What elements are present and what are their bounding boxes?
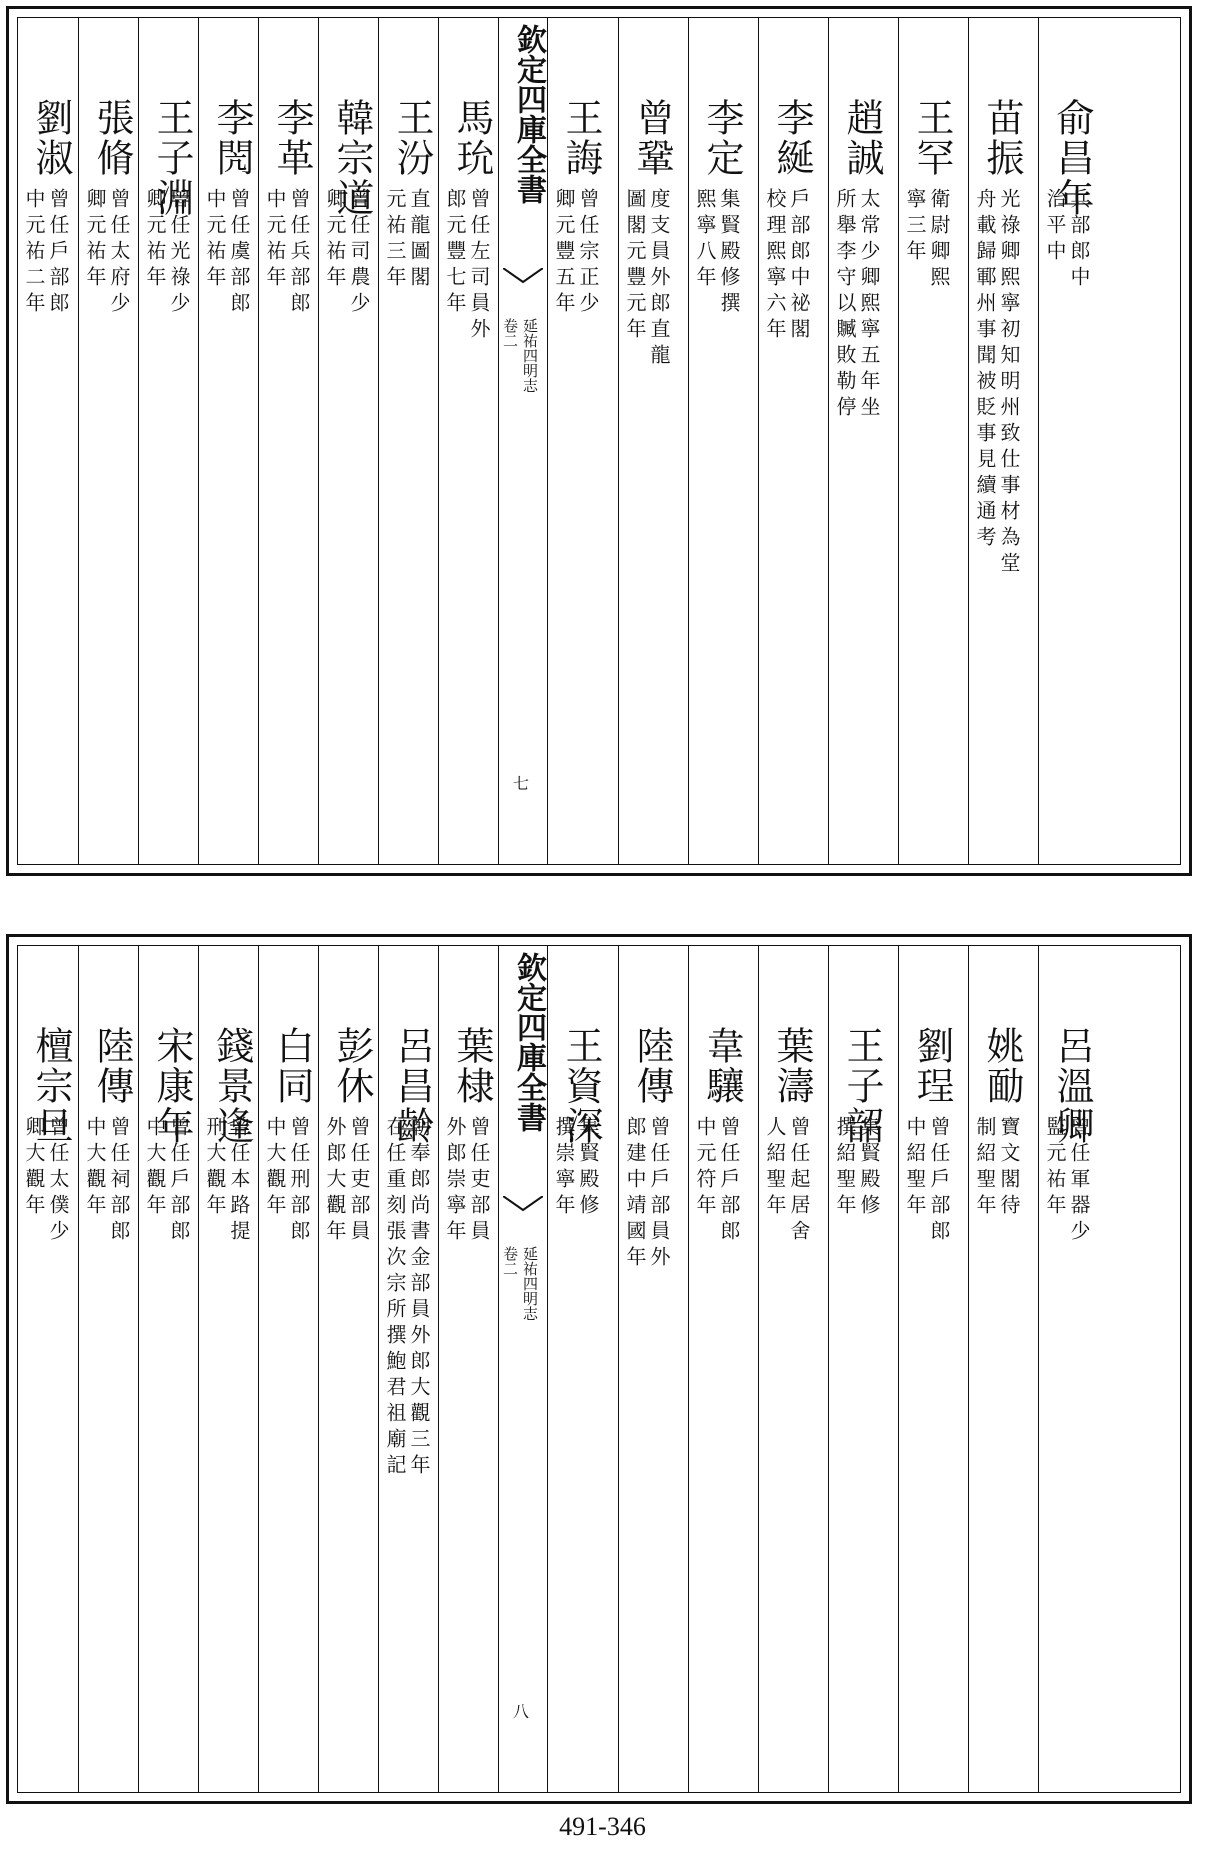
entry-desc-2: 中大觀年 (263, 1116, 287, 1220)
entry-desc-2: 卿元祐年 (143, 188, 167, 292)
top-page-frame (17, 17, 1181, 865)
entry-desc-1: 曾任戶部郎 (167, 1116, 191, 1246)
top-page (6, 6, 1192, 876)
entry-desc-1: 曾任吏部員 (347, 1116, 371, 1246)
entry-column (18, 18, 78, 864)
spine-book-title: 延祐四明志 (521, 318, 539, 393)
entry-desc-1: 曾任吏部員 (467, 1116, 491, 1246)
fish-tail-mark-icon (503, 1196, 543, 1216)
entry-desc-1: 朝奉郎尚書金部員外郎大觀三年 (407, 1116, 431, 1480)
entry-name: 陸傳 (90, 1026, 134, 1106)
spine-title: 欽定四庫全書 (511, 24, 546, 204)
entry-desc-2: 所舉李守以贓敗勒停 (833, 188, 857, 422)
entry-column (138, 18, 198, 864)
entry-desc-1: 戶部郎中祕閣 (787, 188, 811, 344)
entry-desc-1: 太常少卿熙寧五年坐 (857, 188, 881, 422)
entry-desc-2: 中紹聖年 (903, 1116, 927, 1220)
entry-desc-1: 曾任起居舍 (787, 1116, 811, 1246)
entry-name: 曾鞏 (630, 98, 674, 178)
entry-column (378, 946, 438, 1792)
entry-name: 劉淑 (29, 98, 73, 178)
entry-desc-2: 制紹聖年 (973, 1116, 997, 1220)
entry-desc-2: 刑大觀年 (203, 1116, 227, 1220)
entry-column (78, 946, 138, 1792)
entry-desc-1: 兵部郎中 (1067, 188, 1091, 292)
spine-volume: 卷二 (501, 1246, 519, 1276)
entry-column (618, 18, 688, 864)
entry-column (758, 18, 828, 864)
entry-column (548, 946, 618, 1792)
entry-desc-2: 在任重刻張次宗所撰鮑君祖廟記 (383, 1116, 407, 1480)
entry-desc-2: 圖閣元豐元年 (623, 188, 647, 344)
entry-desc-2: 監元祐年 (1043, 1116, 1067, 1220)
entry-desc-1: 曾任戶部郎 (46, 188, 70, 318)
entry-desc-2: 治平中 (1043, 188, 1067, 266)
fish-tail-mark-icon (503, 268, 543, 288)
entry-desc-1: 集賢殿修 (576, 1116, 600, 1220)
entry-name: 王子韶 (840, 1026, 884, 1146)
entry-desc-2: 中元祐年 (263, 188, 287, 292)
entry-name: 王汾 (390, 98, 434, 178)
entry-desc-2: 中大觀年 (83, 1116, 107, 1220)
entry-column (618, 946, 688, 1792)
entry-column (318, 18, 378, 864)
entry-desc-2: 中元祐年 (203, 188, 227, 292)
entry-desc-2: 元祐三年 (383, 188, 407, 292)
entry-desc-1: 集賢殿修撰 (717, 188, 741, 318)
entry-name: 馬玧 (450, 98, 494, 178)
entry-desc-2: 中元符年 (693, 1116, 717, 1220)
spine-title: 欽定四庫全書 (511, 952, 546, 1132)
entry-column (378, 18, 438, 864)
entry-desc-2: 熙寧八年 (693, 188, 717, 292)
bottom-page (6, 934, 1192, 1804)
entry-desc-2: 外郎崇寧年 (443, 1116, 467, 1246)
entry-column (688, 18, 758, 864)
entry-column (258, 18, 318, 864)
entry-name: 檀宗旦 (29, 1026, 73, 1146)
entry-column (758, 946, 828, 1792)
entry-desc-1: 集賢殿修 (857, 1116, 881, 1220)
entry-column (198, 18, 258, 864)
spine-page-number: 八 (513, 1702, 530, 1721)
bottom-page-frame (17, 945, 1181, 1793)
entry-desc-1: 曾任戶部郎 (717, 1116, 741, 1246)
entry-column (1038, 18, 1184, 864)
entry-name: 王誨 (559, 98, 603, 178)
page-reference-number: 491-346 (559, 1812, 646, 1841)
entry-column (78, 18, 138, 864)
entry-desc-1: 曾任兵部郎 (287, 188, 311, 318)
entry-desc-2: 卿元祐年 (83, 188, 107, 292)
entry-desc-1: 度支員外郎直龍 (647, 188, 671, 370)
entry-desc-1: 曾任祠部郎 (107, 1116, 131, 1246)
entry-desc-1: 曾任戶部郎 (927, 1116, 951, 1246)
entry-desc-1: 曾任太府少 (107, 188, 131, 318)
entry-name: 苗振 (980, 98, 1024, 178)
entry-column (438, 946, 498, 1792)
entry-desc-2: 撰紹聖年 (833, 1116, 857, 1220)
entry-desc-1: 曾任太僕少 (46, 1116, 70, 1246)
entry-column (18, 946, 78, 1792)
spine-page-number: 七 (513, 774, 530, 793)
entry-column (548, 18, 618, 864)
entry-name: 李革 (270, 98, 314, 178)
entry-column (318, 946, 378, 1792)
entry-desc-2: 舟載歸鄆州事聞被貶事見續通考 (973, 188, 997, 552)
entry-name: 呂昌齡 (390, 1026, 434, 1146)
entry-desc-2: 郎建中靖國年 (623, 1116, 647, 1272)
entry-column (258, 946, 318, 1792)
entry-desc-2: 郎元豐七年 (443, 188, 467, 318)
page-spine (498, 946, 548, 1792)
entry-desc-1: 光祿卿熙寧初知明州致仕事材為堂 (997, 188, 1021, 578)
entry-column (898, 946, 968, 1792)
entry-column (138, 946, 198, 1792)
entry-column (968, 946, 1038, 1792)
entry-name: 張脩 (90, 98, 134, 178)
entry-column (438, 18, 498, 864)
entry-desc-2: 人紹聖年 (763, 1116, 787, 1220)
entry-column (828, 946, 898, 1792)
entry-desc-1: 直龍圖閣 (407, 188, 431, 292)
entry-desc-2: 中大觀年 (143, 1116, 167, 1220)
entry-name: 王子淵 (150, 98, 194, 218)
entry-column (968, 18, 1038, 864)
entry-name: 劉珵 (910, 1026, 954, 1106)
entry-desc-2: 卿大觀年 (22, 1116, 46, 1220)
entry-desc-2: 外郎大觀年 (323, 1116, 347, 1246)
entry-desc-2: 卿元豐五年 (552, 188, 576, 318)
entry-name: 王資深 (559, 1026, 603, 1146)
entry-name: 韓宗道 (330, 98, 374, 218)
entry-name: 趙誠 (840, 98, 884, 178)
spine-volume: 卷二 (501, 318, 519, 348)
entry-column (898, 18, 968, 864)
entry-desc-1: 曾任宗正少 (576, 188, 600, 318)
entry-desc-1: 曾任光祿少 (167, 188, 191, 318)
spine-book-title: 延祐四明志 (521, 1246, 539, 1321)
entry-desc-1: 曾任軍器少 (1067, 1116, 1091, 1246)
entry-desc-1: 曾任本路提 (227, 1116, 251, 1246)
entry-name: 呂溫卿 (1050, 1026, 1094, 1146)
entry-desc-2: 中元祐二年 (22, 188, 46, 318)
entry-desc-1: 曾任刑部郎 (287, 1116, 311, 1246)
entry-name: 王罕 (910, 98, 954, 178)
entry-desc-1: 曾任左司員外 (467, 188, 491, 344)
entry-desc-2: 卿元祐年 (323, 188, 347, 292)
entry-column (828, 18, 898, 864)
entry-name: 姚勔 (980, 1026, 1024, 1106)
entry-name: 宋康年 (150, 1026, 194, 1146)
entry-name: 俞昌年 (1050, 98, 1094, 218)
entry-column (198, 946, 258, 1792)
entry-desc-2: 校理熙寧六年 (763, 188, 787, 344)
entry-desc-2: 撰崇寧年 (552, 1116, 576, 1220)
entry-name: 白同 (270, 1026, 314, 1106)
page-spine (498, 18, 548, 864)
entry-desc-1: 曾任虞部郎 (227, 188, 251, 318)
entry-name: 錢景逢 (210, 1026, 254, 1146)
entry-name: 李定 (700, 98, 744, 178)
entry-desc-2: 寧三年 (903, 188, 927, 266)
entry-name: 韋驤 (700, 1026, 744, 1106)
entry-name: 李綖 (770, 98, 814, 178)
entry-desc-1: 曾任戶部員外 (647, 1116, 671, 1272)
entry-desc-1: 寶文閣待 (997, 1116, 1021, 1220)
entry-desc-1: 衛尉卿熙 (927, 188, 951, 292)
entry-desc-1: 曾任司農少 (347, 188, 371, 318)
entry-column (1038, 946, 1184, 1792)
entry-name: 陸傳 (630, 1026, 674, 1106)
entry-column (688, 946, 758, 1792)
entry-name: 葉棣 (450, 1026, 494, 1106)
entry-name: 彭休 (330, 1026, 374, 1106)
entry-name: 李閌 (210, 98, 254, 178)
entry-name: 葉濤 (770, 1026, 814, 1106)
